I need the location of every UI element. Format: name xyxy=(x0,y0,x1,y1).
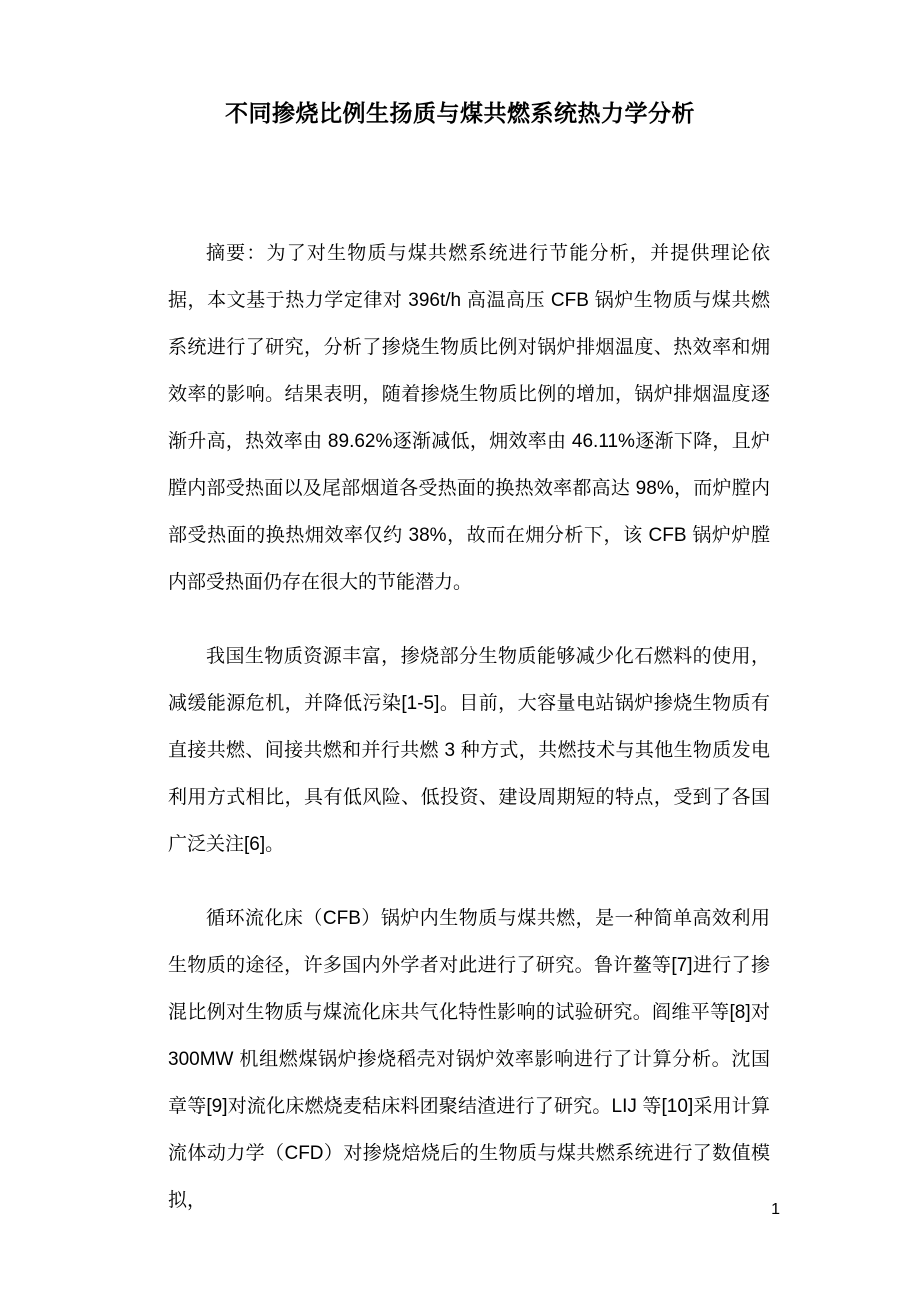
document-title: 不同掺烧比例生扬质与煤共燃系统热力学分析 xyxy=(225,100,695,126)
paragraph-abstract: 摘要：为了对生物质与煤共燃系统进行节能分析，并提供理论依据，本文基于热力学定律对 396t/h 高温高压 CFB 锅炉生物质与煤共燃系统进行了研究，分析了掺烧生物质比例对锅炉排烟温度、热效率和㶲效率的影响。结果表明，随着掺烧生物质比例的增加，锅炉排烟温度逐渐升高，热效率由 89.62%逐渐减低，㶲效率由 46.11%逐渐下降，且炉膛内部受热面以及尾部烟道各受热面的换热效率都高达 98%，而炉膛内部受热面的换热㶲效率仅约 38%，故而在㶲分析下，该 CFB 锅炉炉膛内部受热面仍存在很大的节能潜力。 xyxy=(168,243,770,593)
page-number: 1 xyxy=(771,1201,780,1218)
paragraph-literature-review: 循环流化床（CFB）锅炉内生物质与煤共燃，是一种简单高效利用生物质的途径，许多国内外学者对此进行了研究。鲁许鳌等[7]进行了掺混比例对生物质与煤流化床共气化特性影响的试验研究。阎维平等[8]对 300MW 机组燃煤锅炉掺烧稻壳对锅炉效率影响进行了计算分析。沈国章等[9]对流化床燃烧麦秸床料团聚结渣进行了研究。LIJ 等[10]采用计算流体动力学（CFD）对掺烧焙烧后的生物质与煤共燃系统进行了数值模拟， xyxy=(168,908,770,1211)
paragraph-introduction: 我国生物质资源丰富，掺烧部分生物质能够减少化石燃料的使用，减缓能源危机，并降低污染[1-5]。目前，大容量电站锅炉掺烧生物质有直接共燃、间接共燃和并行共燃 3 种方式，共燃技术与其他生物质发电利用方式相比，具有低风险、低投资、建设周期短的特点，受到了各国广泛关注[6]。 xyxy=(168,646,770,855)
document-body xyxy=(168,230,770,1224)
